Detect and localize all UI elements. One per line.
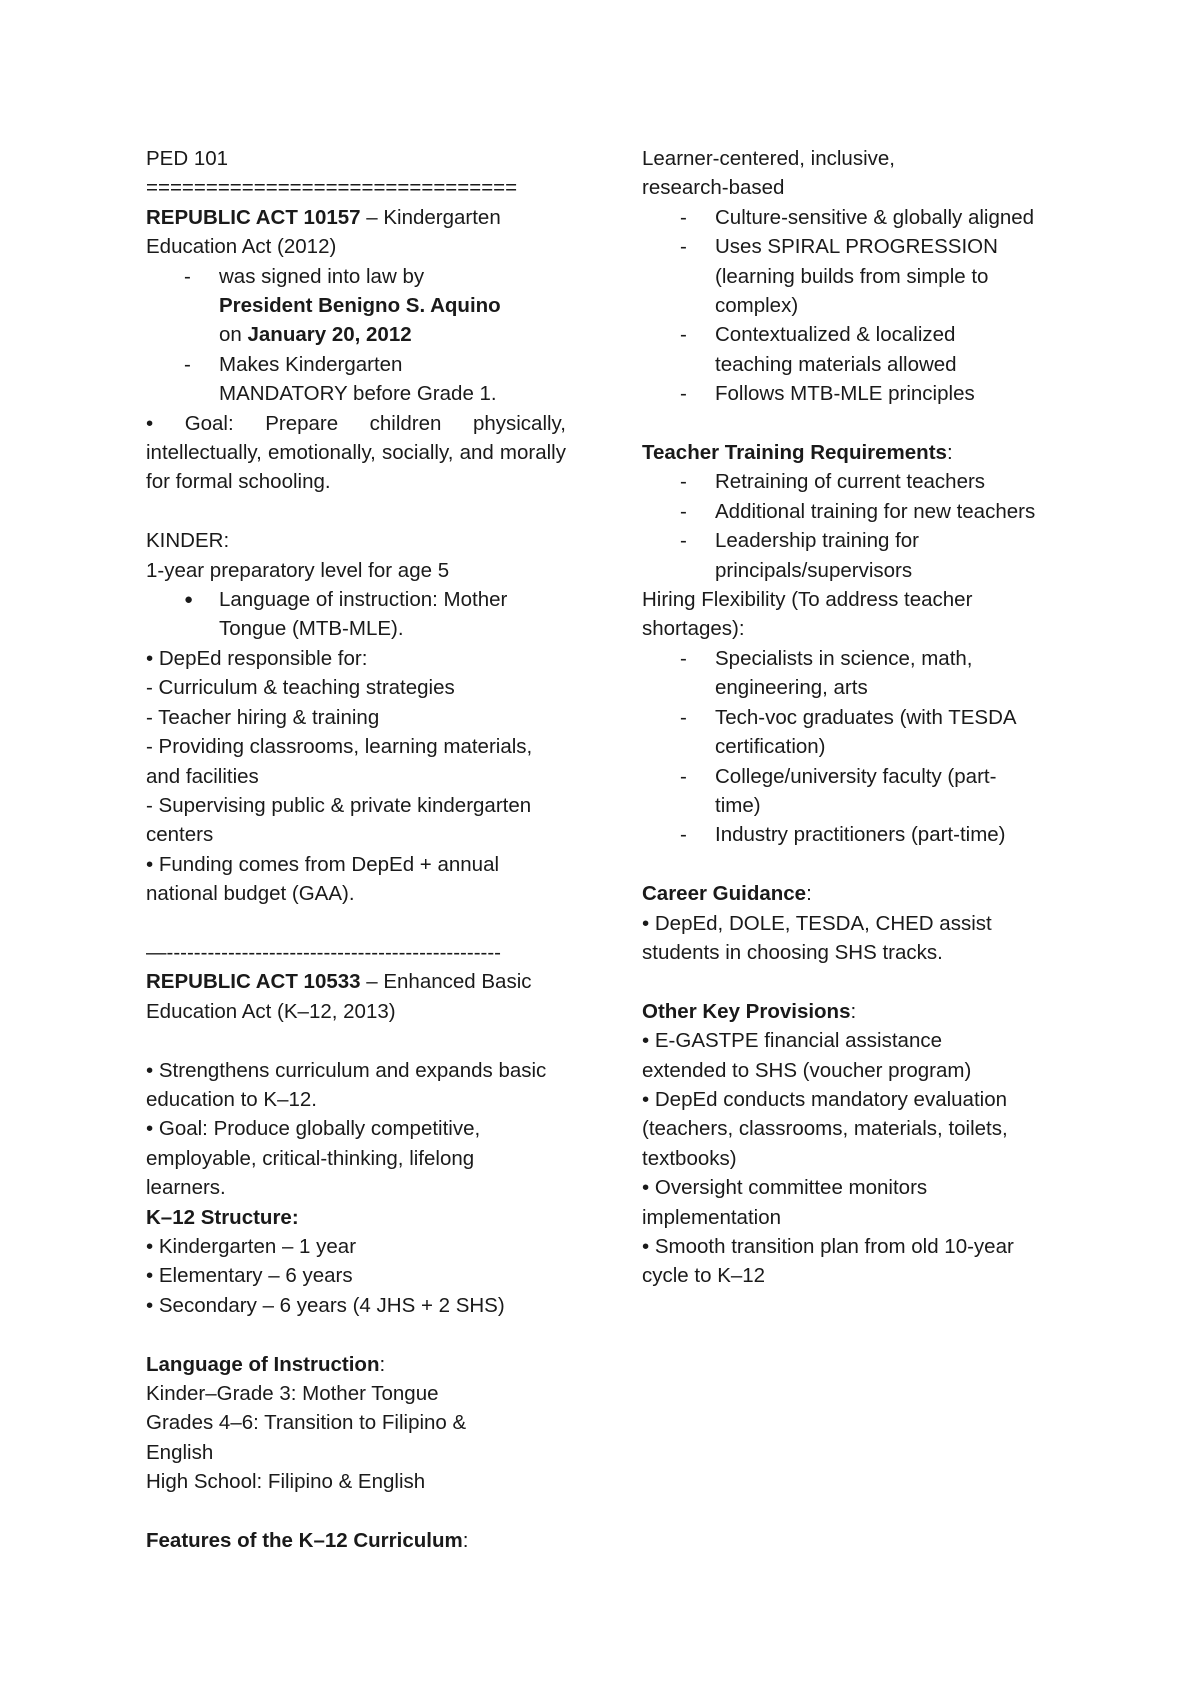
funding-text: • Funding comes from DepEd + annual national budget (GAA). — [146, 852, 500, 906]
teacher-text: Retraining of current teachers — [715, 470, 986, 494]
resp-item: - Curriculum & teaching strategies — [146, 676, 455, 700]
dash-marker: - — [680, 323, 687, 347]
other-item: • DepEd conducts mandatory evaluation (teachers, classrooms, materials, toilets, textbooks) — [642, 1087, 1008, 1170]
language-heading-text: Language of Instruction — [146, 1352, 380, 1376]
dash-marker: - — [680, 823, 687, 847]
dash-marker: - — [680, 382, 687, 406]
teacher-heading — [642, 438, 1082, 467]
feature-text: Uses SPIRAL PROGRESSION (learning builds from simple to complex) — [715, 235, 998, 318]
career-heading — [642, 879, 1082, 908]
signed-president: President Benigno S. Aquino — [219, 294, 501, 318]
dash-marker: - — [680, 705, 687, 729]
title-rule: =============================== — [146, 176, 518, 200]
dash-marker: - — [184, 264, 191, 288]
left-column — [146, 144, 566, 1555]
resp-item: - Providing classrooms, learning materials, and facilities — [146, 735, 533, 788]
structure-item: • Elementary – 6 years — [146, 1264, 353, 1288]
course-title: PED 101 — [146, 147, 229, 170]
hiring-heading: Hiring Flexibility (To address teacher shortages): — [642, 588, 973, 641]
colon: : — [850, 999, 857, 1023]
ra10533-point: • Goal: Produce globally competitive, employable, critical-thinking, lifelong learners. — [146, 1117, 481, 1200]
ra10533-title — [146, 967, 566, 1026]
hiring-item — [642, 703, 1065, 762]
feature-text: Culture-sensitive & globally aligned — [715, 205, 1035, 229]
teacher-item — [642, 526, 1005, 585]
language-item: Grades 4–6: Transition to Filipino & English — [146, 1411, 467, 1464]
signed-text-1: was signed into law by — [219, 264, 425, 288]
colon: : — [462, 1529, 469, 1553]
structure-heading-text: K–12 Structure: — [146, 1205, 299, 1229]
features-heading-text: Features of the K–12 Curriculum — [146, 1529, 463, 1553]
ra10157-title-rest: – Kindergarten Education Act (2012) — [146, 205, 501, 259]
dash-marker: - — [184, 352, 191, 376]
mandatory-text: Makes Kindergarten MANDATORY before Grade 1. — [219, 352, 497, 406]
teacher-item — [642, 467, 1082, 496]
colon: : — [806, 882, 812, 906]
structure-item: • Secondary – 6 years (4 JHS + 2 SHS) — [146, 1293, 505, 1317]
dash-marker: - — [680, 205, 687, 229]
other-item: • E-GASTPE financial assistance extended to SHS (voucher program) — [642, 1029, 972, 1082]
hiring-item — [642, 820, 1082, 849]
colon: : — [379, 1352, 386, 1376]
feature-item — [642, 320, 1015, 379]
signed-date: January 20, 2012 — [247, 323, 412, 347]
hiring-text: College/university faculty (part-time) — [715, 764, 997, 817]
career-text: • DepEd, DOLE, TESDA, CHED assist students in choosing SHS tracks. — [642, 911, 992, 964]
teacher-heading-text: Teacher Training Requirements — [642, 441, 947, 465]
dash-marker: - — [680, 764, 687, 788]
ra10157-goal: • Goal: Prepare children physically, intellectually, emotionally, socially, and morally for formal schooling. — [146, 411, 566, 494]
colon: : — [946, 441, 953, 465]
dash-marker: - — [680, 499, 687, 523]
other-heading — [642, 997, 1082, 1026]
ra10533-title-bold: REPUBLIC ACT 10533 — [146, 970, 361, 994]
ra10157-item-mandatory — [146, 350, 519, 409]
features-heading — [146, 1526, 566, 1555]
language-item: High School: Filipino & English — [146, 1470, 426, 1494]
structure-heading — [146, 1203, 566, 1232]
feature-text: Contextualized & localized teaching materials allowed — [715, 323, 957, 376]
structure-item: • Kindergarten – 1 year — [146, 1234, 357, 1258]
teacher-text: Leadership training for principals/supervisors — [715, 529, 919, 582]
teacher-item — [642, 497, 1082, 526]
dash-marker: - — [680, 470, 687, 494]
kinder-language-text: Language of instruction: Mother Tongue (MTB-MLE). — [219, 588, 508, 641]
hiring-text: Tech-voc graduates (with TESDA certification) — [715, 705, 1016, 759]
hiring-item — [642, 644, 1015, 703]
resp-item: - Teacher hiring & training — [146, 705, 380, 729]
dash-marker: - — [680, 646, 687, 670]
hiring-item — [642, 762, 1015, 821]
hiring-text: Industry practitioners (part-time) — [715, 823, 1006, 847]
ra10533-title-rest: – Enhanced Basic Education Act (K–12, 2013) — [146, 970, 532, 1023]
teacher-text: Additional training for new teachers — [715, 499, 1036, 523]
feature-item — [642, 232, 1015, 320]
bullet-marker: ● — [184, 591, 194, 609]
feature-item — [642, 203, 1082, 232]
feature-text: Follows MTB-MLE principles — [715, 382, 975, 406]
section-separator: —------------------------------------------------- — [146, 940, 502, 964]
features-intro: Learner-centered, inclusive, research-based — [642, 147, 895, 200]
right-column — [642, 144, 1082, 1291]
other-item: • Smooth transition plan from old 10-year cycle to K–12 — [642, 1234, 1014, 1288]
dash-marker: - — [680, 235, 687, 259]
hiring-text: Specialists in science, math, engineering, arts — [715, 646, 973, 700]
deped-resp-heading: • DepEd responsible for: — [146, 646, 368, 670]
kinder-heading: KINDER: — [146, 529, 230, 553]
kinder-language-bullet — [146, 585, 519, 644]
other-item: • Oversight committee monitors implementation — [642, 1176, 928, 1229]
ra10157-item-signed — [146, 262, 519, 350]
ra10533-point: • Strengthens curriculum and expands basic education to K–12. — [146, 1058, 547, 1111]
ra10157-title-bold: REPUBLIC ACT 10157 — [146, 205, 361, 229]
kinder-sub: 1-year preparatory level for age 5 — [146, 558, 450, 582]
language-heading — [146, 1350, 566, 1379]
career-heading-text: Career Guidance — [642, 882, 807, 906]
ra10157-title — [146, 203, 546, 262]
resp-item: - Supervising public & private kindergarten centers — [146, 793, 532, 847]
language-item: Kinder–Grade 3: Mother Tongue — [146, 1382, 439, 1405]
other-heading-text: Other Key Provisions — [642, 999, 851, 1023]
feature-item — [642, 379, 1082, 408]
dash-marker: - — [680, 529, 687, 553]
signed-text-2: on — [219, 323, 248, 347]
